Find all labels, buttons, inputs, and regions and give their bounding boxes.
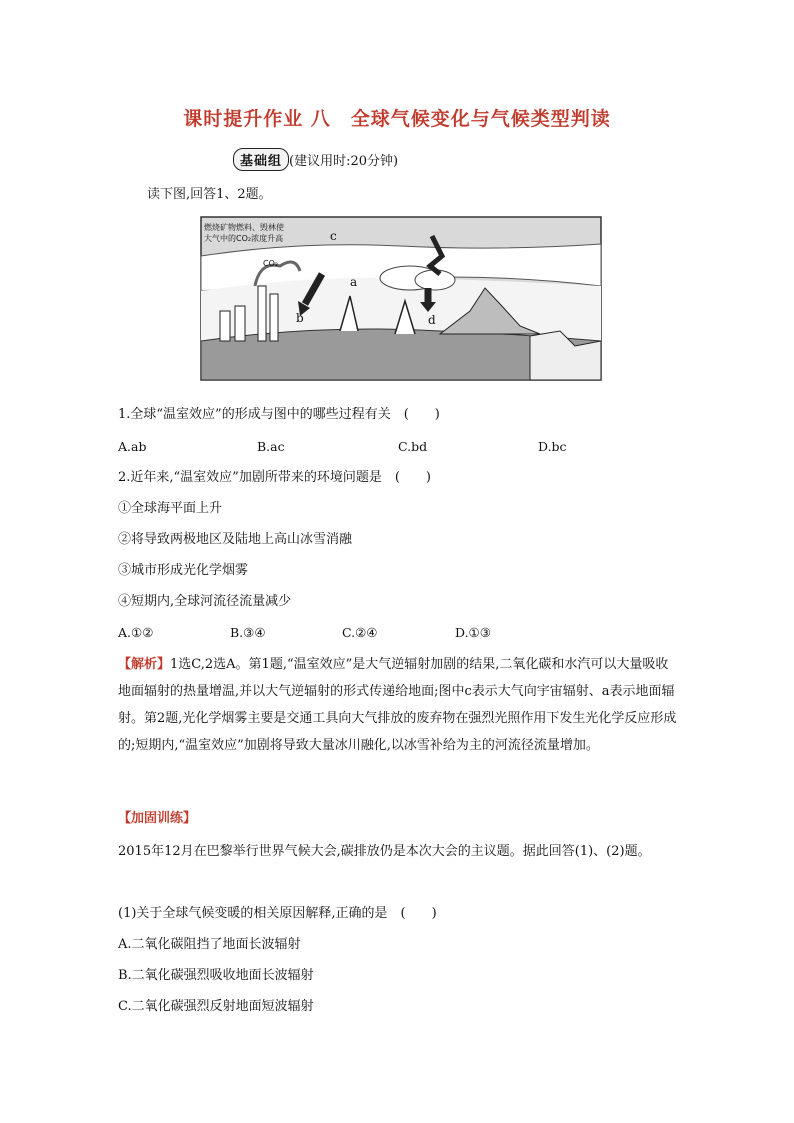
q1-option-b: B.ac bbox=[257, 439, 285, 454]
figure-label-top: 燃烧矿物燃料、毁林使 bbox=[204, 223, 284, 232]
reinforce-label: 【加固训练】 bbox=[118, 811, 197, 826]
suggested-time: (建议用时:20分钟) bbox=[289, 154, 399, 169]
q2-item-2: ②将导致两极地区及陆地上高山冰雪消融 bbox=[118, 532, 353, 547]
q1-option-c: C.bd bbox=[398, 439, 428, 454]
q2-option-b: B.③④ bbox=[230, 625, 266, 640]
figure-label-c: c bbox=[330, 229, 337, 243]
section-header bbox=[233, 148, 398, 171]
q1-option-d: D.bc bbox=[538, 439, 567, 454]
analysis-paragraph bbox=[118, 651, 678, 759]
reinforce-text: 2015年12月在巴黎举行世界气候大会,碳排放仍是本次大会的主议题。据此回答(1)、(2)题。 bbox=[118, 844, 651, 859]
q2-option-a: A.①② bbox=[118, 625, 154, 640]
figure-label-b: b bbox=[296, 311, 304, 325]
figure-co2-label: CO₂ bbox=[263, 259, 279, 268]
figure-label-d: d bbox=[428, 313, 436, 327]
q2-item-3: ③城市形成光化学烟雾 bbox=[118, 563, 249, 578]
q2-stem: 2.近年来,“温室效应”加剧所带来的环境问题是 ( ) bbox=[118, 470, 431, 485]
figure-label-a: a bbox=[350, 275, 358, 289]
q1-option-a: A.ab bbox=[118, 439, 147, 454]
q2-item-1: ①全球海平面上升 bbox=[118, 501, 223, 516]
sub1-option-b: B.二氧化碳强烈吸收地面长波辐射 bbox=[118, 968, 314, 983]
analysis-text: 1选C,2选A。第1题,“温室效应”是大气逆辐射加剧的结果,二氧化碳和水汽可以大量吸收地面辐射的热量增温,并以大气逆辐射的形式传递给地面;图中c表示大气向宇宙辐射、a表示地面辐射。第2题,光化学烟雾主要是交通工具向大气排放的废弃物在强烈光照作用下发生光化学反应形成的;短期内,“温室效应”加剧将导致大量冰川融化,以冰雪补给为主的河流径流量增加。 bbox=[118, 657, 677, 753]
analysis-label: 【解析】 bbox=[118, 657, 171, 672]
sub1-option-a: A.二氧化碳阻挡了地面长波辐射 bbox=[118, 937, 301, 952]
figure-label-mid: 大气中的CO₂浓度升高 bbox=[204, 234, 284, 243]
q2-option-d: D.①③ bbox=[455, 625, 491, 640]
sub1-option-c: C.二氧化碳强烈反射地面短波辐射 bbox=[118, 999, 314, 1014]
sub1-stem: (1)关于全球气候变暖的相关原因解释,正确的是 ( ) bbox=[118, 906, 437, 921]
section-badge: 基础组 bbox=[233, 148, 289, 171]
q1-stem: 1.全球“温室效应”的形成与图中的哪些过程有关 ( ) bbox=[118, 407, 440, 422]
greenhouse-diagram bbox=[200, 216, 602, 381]
intro-text: 读下图,回答1、2题。 bbox=[147, 187, 272, 202]
page-title: 课时提升作业 八 全球气候变化与气候类型判读 bbox=[183, 108, 611, 130]
q2-item-4: ④短期内,全球河流径流量减少 bbox=[118, 594, 292, 609]
q2-option-c: C.②④ bbox=[342, 625, 378, 640]
